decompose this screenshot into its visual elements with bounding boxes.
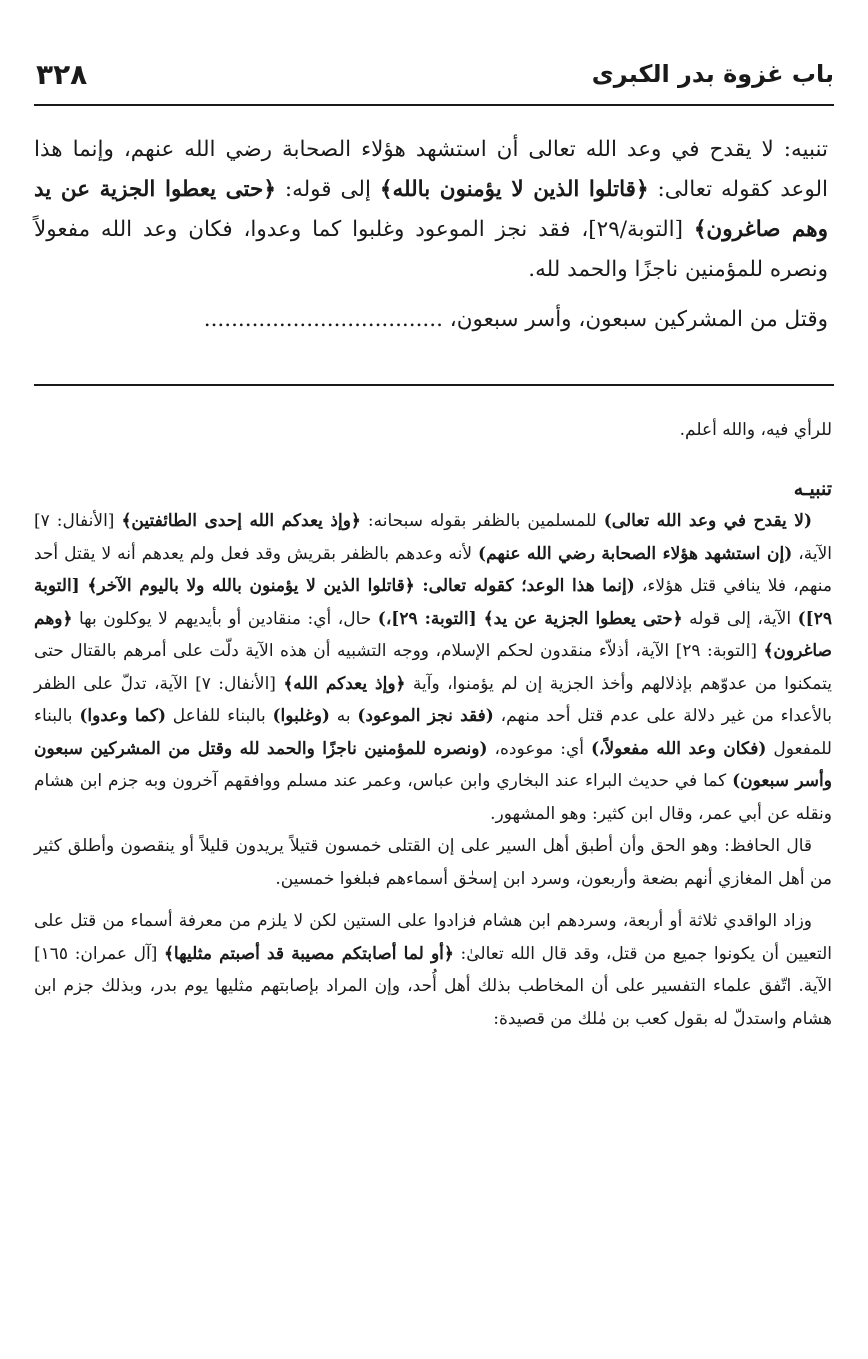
- text-run: [الأنفال: ٧] الآية،: [34, 511, 832, 564]
- page-number: ٣٢٨: [36, 58, 88, 91]
- bold-quote: (كما وعدوا): [79, 706, 167, 726]
- text-run: بالبناء للمفعول: [34, 706, 832, 759]
- bold-quote: (لا يقدح في وعد الله تعالى): [603, 511, 813, 531]
- text-run: أي: موعوده،: [487, 738, 591, 759]
- main-text-paragraph: وقتل من المشركين سبعون، وأسر سبعون، ...................................: [203, 307, 828, 332]
- section-divider: [34, 384, 834, 386]
- commentary-paragraph: [34, 905, 832, 1035]
- bold-quote: ﴿وإذ يعدكم الله إحدى الطائفتين﴾: [121, 511, 361, 531]
- bold-quote: (وغلبوا): [272, 706, 330, 726]
- text-run: [التوبة/٢٩]، فقد نجز الموعود وغلبوا كما وعدوا، فكان وعد الله مفعولاً ونصره للمؤمنين ناجزًا والحمد لله.: [34, 217, 828, 282]
- text-run: [الأنفال: ٧] الآية، تدلّ على الظفر بالأعداء من غير دلالة على عدم قتل أحد منهم،: [34, 673, 832, 726]
- text-run: به: [329, 706, 358, 726]
- text-run: لأنه وعدهم بالظفر بقريش وقد فعل ولم يعدهم أنه لا يقتل أحد منهم، فلا ينافي قتل هؤلاء،: [34, 543, 832, 596]
- page-header: [36, 58, 834, 98]
- bold-quote: (إنما هذا الوعد؛ كقوله تعالى: ﴿قاتلوا الذين لا يؤمنون بالله ولا باليوم الآخر﴾ [التوبة ٢٩]): [34, 576, 832, 629]
- bold-quote: ﴿وإذ يعدكم الله﴾: [283, 673, 406, 694]
- text-run: [آل عمران: ١٦٥] الآية. اتّفق علماء التفسير على أن المخاطب بذلك أهل أُحد، وإن المراد بإصابتهم مثليها يوم بدر، وبذلك جزم ابن هشام واستدلّ له بقول كعب بن مٰلك من قصيدة:: [34, 943, 832, 1029]
- quran-quote: ﴿قاتلوا الذين لا يؤمنون بالله﴾: [379, 177, 649, 202]
- text-run: كما في حديث البراء عند البخاري وابن عباس، وعمر عند مسلم ووافقهم آخرون وبه جزم ابن هشام ونقله عن أبي عمر، وقال ابن كثير: وهو المشهور.: [34, 771, 832, 824]
- bold-quote: (فكان وعد الله مفعولاً،): [590, 738, 767, 759]
- commentary-heading: تنبيـه: [793, 477, 832, 500]
- text-run: حال، أي: منقادين أو بأيديهم لا يوكلون بها: [72, 608, 378, 629]
- text-run: إلى قوله:: [275, 177, 380, 202]
- commentary-line: للرأي فيه، والله أعلم.: [679, 420, 832, 440]
- bold-quote: ﴿وهم صاغرون﴾: [34, 608, 832, 661]
- bold-quote: (إن استشهد هؤلاء الصحابة رضي الله عنهم): [478, 543, 793, 564]
- quran-quote: ﴿حتى يعطوا الجزية عن يد وهم صاغرون﴾: [34, 177, 828, 242]
- bold-quote: (فقد نجز الموعود): [357, 706, 494, 726]
- text-run: الآية، إلى قوله: [682, 608, 798, 629]
- commentary-paragraph: قال الحافظ: وهو الحق وأن أطبق أهل السير على إن القتلى خمسون قتيلاً يريدون قليلاً أو ينقصون وأطلق كثير من أهل المغازي أنهم بضعة وأربعون، وسرد ابن إسحٰق أسماءهم فبلغوا خمسين.: [34, 836, 832, 889]
- commentary: [34, 414, 832, 1035]
- text-run: للمسلمين بالظفر بقوله سبحانه:: [360, 511, 604, 531]
- bold-quote: (ونصره للمؤمنين ناجزًا والحمد لله وقتل من المشركين سبعون وأسر سبعون): [34, 738, 832, 791]
- chapter-title: باب غزوة بدر الكبرى: [591, 60, 834, 88]
- text-run: [التوبة: ٢٩] الآية، أذلاّء منقدون لحكم الإسلام، ووجه التشبيه أن هذه الآية دلّت على أمرهم بالقتال حتى يتمكنوا من عدوّهم بإذلالهم وأخذ الجزية إن لم يؤمنوا، وآية: [34, 641, 832, 694]
- bold-quote: ﴿أو لما أصابتكم مصيبة قد أصبتم مثليها﴾: [163, 943, 454, 964]
- text-run: تنبيه: لا يقدح في وعد الله تعالى أن استشهد هؤلاء الصحابة رضي الله عنهم، وإنما هذا الوعد كقوله تعالى:: [34, 137, 828, 202]
- main-text-paragraph: [34, 130, 828, 290]
- header-rule: [34, 104, 834, 106]
- text-run: وزاد الواقدي ثلاثة أو أربعة، وسردهم ابن هشام فزادوا على الستين لكن لا يلزم من معرفة أسماء من قتل على التعيين أن يكونوا جميع من قتل، وقد قال الله تعالىٰ:: [34, 911, 833, 964]
- main-text: [34, 130, 828, 340]
- commentary-paragraph: [34, 505, 832, 830]
- bold-quote: ﴿حتى يعطوا الجزية عن يد﴾ [التوبة: ٢٩]،): [377, 608, 683, 629]
- text-run: بالبناء للفاعل: [166, 706, 273, 726]
